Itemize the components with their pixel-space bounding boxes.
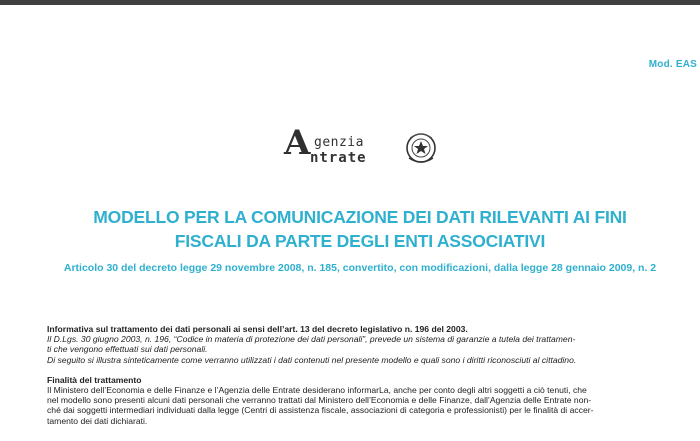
republic-emblem-icon — [404, 130, 438, 166]
title-line-1: MODELLO PER LA COMUNICAZIONE DEI DATI RILEVANTI AI FINI — [93, 207, 627, 227]
finalita-line-3: ché dai soggetti intermediari individuati dalla legge (Centri di assistenza fiscale, associazioni di categoria e professionisti) per le finalità di accer- — [47, 405, 594, 416]
document-title — [40, 205, 680, 253]
logo-word-agenzia: genzia — [314, 135, 364, 150]
informativa-line-2: ti che vengono effettuati sui dati personali. — [47, 344, 208, 355]
title-line-2: FISCALI DA PARTE DEGLI ENTI ASSOCIATIVI — [174, 231, 546, 251]
document-subtitle: Articolo 30 del decreto legge 29 novembre 2008, n. 185, convertito, con modificazioni, dalla legge 28 gennaio 2009, n. 2 — [63, 262, 657, 274]
top-window-bar — [0, 0, 700, 5]
informativa-line-1: Il D.Lgs. 30 giugno 2003, n. 196, “Codice in materia di protezione dei dati personali”, prevede un sistema di garanzie a tutela dei trattamen- — [47, 334, 576, 345]
logo-initial: A — [284, 123, 311, 163]
informativa-heading: Informativa sul trattamento dei dati personali ai sensi dell’art. 13 del decreto legislativo n. 196 del 2003. — [47, 324, 468, 334]
privacy-notice — [47, 324, 687, 426]
informativa-line-3: Di seguito si illustra sinteticamente come verranno utilizzati i dati contenuti nel presente modello e quali sono i diritti riconosciuti al cittadino. — [47, 354, 577, 365]
model-code: Mod. EAS — [648, 59, 697, 70]
finalita-heading: Finalità del trattamento — [47, 374, 142, 385]
finalita-line-1: Il Ministero dell’Economia e delle Finanze e l’Agenzia delle Entrate desiderano informarLa, anche per conto degli altri soggetti a ciò tenuti, che — [47, 385, 587, 396]
agenzia-entrate-logo — [284, 123, 444, 176]
logo-word-entrate: ntrate — [310, 150, 367, 166]
finalita-line-4: tamento dei dati dichiarati. — [47, 415, 148, 426]
finalita-line-2: nel modello sono presenti alcuni dati personali che verranno trattati dal Ministero dell’Economia e delle Finanze, dall’Agenzia delle Entrate non- — [47, 395, 592, 406]
